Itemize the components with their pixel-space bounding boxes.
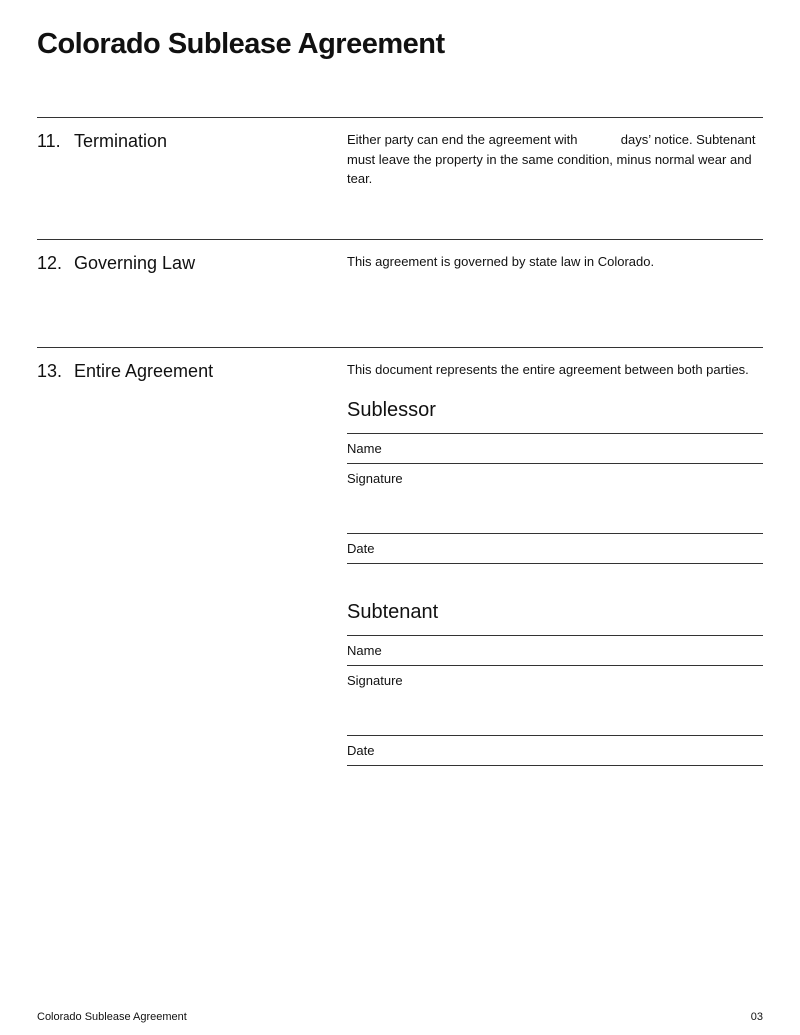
termination-text-start: Either party can end the agreement with xyxy=(347,132,578,147)
footer-page-number: 03 xyxy=(750,1011,763,1023)
sublessor-date-line[interactable] xyxy=(347,563,763,564)
section-title-governing-law: Governing Law xyxy=(74,253,196,273)
section-title-termination: Termination xyxy=(74,131,168,151)
section-title-entire-agreement: Entire Agreement xyxy=(74,361,214,381)
subtenant-date-line[interactable] xyxy=(347,765,763,766)
subtenant-name-line[interactable] xyxy=(347,665,763,666)
footer-document-name: Colorado Sublease Agreement xyxy=(37,1011,187,1023)
section-divider xyxy=(37,347,763,348)
signature-rule xyxy=(347,635,763,636)
page-title: Colorado Sublease Agreement xyxy=(37,28,445,60)
sublessor-heading: Sublessor xyxy=(347,399,436,421)
subtenant-signature-line[interactable] xyxy=(347,735,763,736)
section-text-termination xyxy=(347,130,763,189)
termination-text-end: days’ notice. Subtenant must leave the property in the same condition, minus normal wear and tear. xyxy=(347,132,756,186)
subtenant-name-label: Name xyxy=(347,643,382,658)
section-number: 11. xyxy=(37,131,61,151)
section-number: 12. xyxy=(37,253,63,273)
section-number: 13. xyxy=(37,361,63,381)
sublessor-signature-label: Signature xyxy=(347,471,403,486)
sublessor-date-label: Date xyxy=(347,541,375,556)
sublessor-signature-line[interactable] xyxy=(347,533,763,534)
subtenant-heading: Subtenant xyxy=(347,601,439,623)
section-text-entire-agreement: This document represents the entire agreement between both parties. xyxy=(347,362,749,377)
section-divider xyxy=(37,117,763,118)
section-divider xyxy=(37,239,763,240)
section-text-governing-law: This agreement is governed by state law in Colorado. xyxy=(347,254,655,269)
sublessor-name-line[interactable] xyxy=(347,463,763,464)
subtenant-signature-label: Signature xyxy=(347,673,403,688)
subtenant-date-label: Date xyxy=(347,743,375,758)
signature-rule xyxy=(347,433,763,434)
sublessor-name-label: Name xyxy=(347,441,382,456)
